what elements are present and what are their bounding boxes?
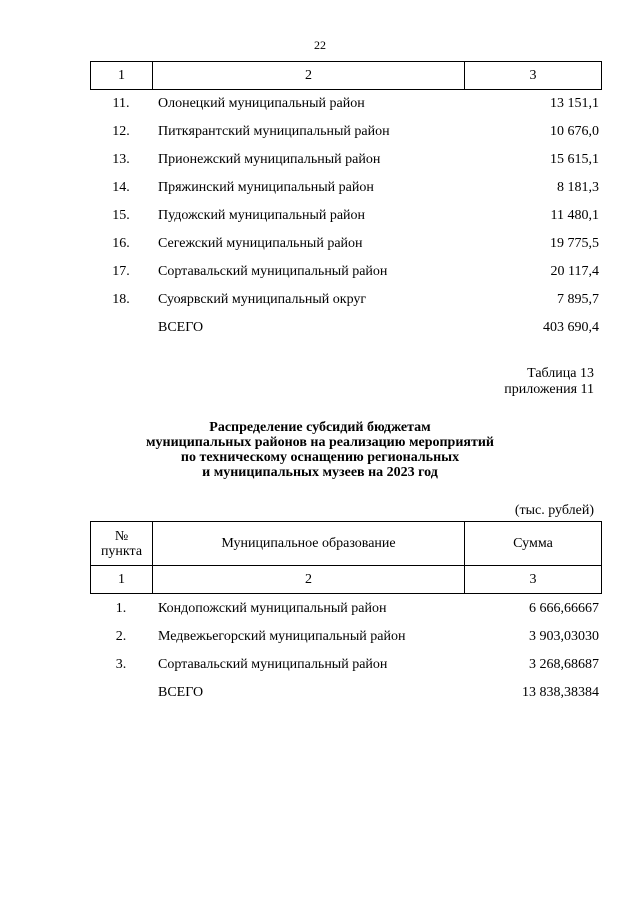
- col-header-number: № пункта: [91, 522, 153, 566]
- table-title: Распределение субсидий бюджетам муниципальных районов на реализацию мероприятий по техническому оснащению региональных и муниципальных музеев на 2023 год: [146, 420, 494, 480]
- row-number: 13.: [112, 152, 130, 167]
- row-number: 11.: [112, 96, 130, 111]
- table-row: [90, 118, 601, 146]
- row-sum: 20 117,4: [550, 264, 599, 279]
- table-caption: [504, 366, 594, 398]
- row-name: Прионежский муниципальный район: [158, 152, 381, 167]
- table-row: [90, 90, 601, 118]
- caption-line: Таблица 13: [527, 366, 594, 381]
- table-row: [90, 286, 601, 314]
- units-label: (тыс. рублей): [514, 503, 594, 518]
- row-number: 16.: [112, 236, 130, 251]
- col-header-sum: Сумма: [465, 522, 602, 566]
- total-row: [90, 314, 601, 342]
- page-number: 22: [314, 38, 326, 52]
- row-name: Сегежский муниципальный район: [158, 236, 363, 251]
- col-number-2: 2: [153, 566, 465, 594]
- total-row: [90, 679, 601, 707]
- table12-body: [90, 90, 601, 342]
- table-row: [90, 174, 601, 202]
- caption-line: приложения 11: [504, 382, 594, 397]
- row-number: 1.: [115, 601, 127, 616]
- row-number: 12.: [112, 124, 130, 139]
- col-number-1: 1: [91, 566, 153, 594]
- row-name: Кондопожский муниципальный район: [158, 601, 387, 616]
- table13-body: [90, 595, 601, 707]
- total-label: ВСЕГО: [158, 320, 204, 335]
- table-row: [90, 623, 601, 651]
- col-number-3: 3: [465, 62, 602, 90]
- row-sum: 19 775,5: [550, 236, 599, 251]
- table-row: [90, 651, 601, 679]
- table-row: [90, 595, 601, 623]
- row-sum: 3 903,03030: [529, 629, 599, 644]
- row-number: 2.: [115, 629, 127, 644]
- row-name: Сортавальский муниципальный район: [158, 264, 388, 279]
- col-number-3: 3: [465, 566, 602, 594]
- row-sum: 3 268,68687: [529, 657, 599, 672]
- total-sum: 13 838,38384: [522, 685, 599, 700]
- row-sum: 15 615,1: [550, 152, 599, 167]
- row-name: Медвежьегорский муниципальный район: [158, 629, 406, 644]
- col-header-name: Муниципальное образование: [153, 522, 465, 566]
- col-number-2: 2: [153, 62, 465, 90]
- row-name: Сортавальский муниципальный район: [158, 657, 388, 672]
- total-sum: 403 690,4: [543, 320, 599, 335]
- col-number-1: 1: [91, 62, 153, 90]
- row-sum: 8 181,3: [557, 180, 599, 195]
- table13-header: [90, 521, 602, 594]
- table12-header: [90, 61, 602, 90]
- row-sum: 6 666,66667: [529, 601, 599, 616]
- row-sum: 13 151,1: [550, 96, 599, 111]
- row-number: 18.: [112, 292, 130, 307]
- row-name: Олонецкий муниципальный район: [158, 96, 365, 111]
- row-number: 17.: [112, 264, 130, 279]
- table-row: [90, 202, 601, 230]
- row-number: 14.: [112, 180, 130, 195]
- row-sum: 10 676,0: [550, 124, 599, 139]
- table-row: [90, 230, 601, 258]
- table-row: [90, 146, 601, 174]
- total-label: ВСЕГО: [158, 685, 204, 700]
- row-name: Суоярвский муниципальный округ: [158, 292, 367, 307]
- row-sum: 11 480,1: [550, 208, 599, 223]
- row-name: Питкярантский муниципальный район: [158, 124, 390, 139]
- row-number: 3.: [115, 657, 127, 672]
- row-name: Пудожский муниципальный район: [158, 208, 366, 223]
- row-number: 15.: [112, 208, 130, 223]
- row-sum: 7 895,7: [557, 292, 599, 307]
- row-name: Пряжинский муниципальный район: [158, 180, 374, 195]
- table-row: [90, 258, 601, 286]
